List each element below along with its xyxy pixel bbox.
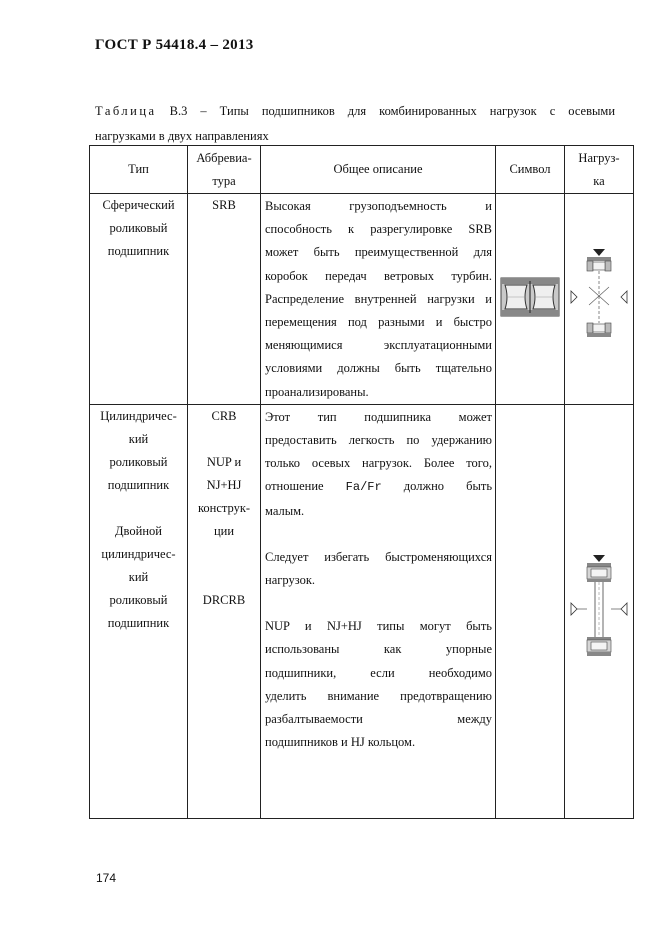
row2-abbr-drcrb: DRCRB [202,592,246,607]
table-caption [95,99,615,149]
desc-line: проанализированы. [265,384,369,399]
row2-description [261,404,496,818]
row1-type-line: подшипник [107,244,170,258]
row1-type [90,194,188,405]
header-abbr-line1: Аббревиа- [196,150,252,165]
row2-type-line: Двойной [115,523,162,538]
standard-designation: ГОСТ Р 54418.4 – 2013 [95,37,254,53]
row2-load-diagram [565,404,634,818]
bearings-table [89,145,634,819]
row1-load-diagram [565,194,634,405]
desc-line: предоставить легкость по удержанию [265,433,492,448]
desc-line: условиями должны быть тщательно [265,361,492,376]
table-row [90,404,634,818]
row2-type-line: кий [128,569,149,584]
desc-line: Распределение внутренней нагрузки и [265,291,492,306]
header-abbreviation [188,146,261,194]
desc-line: только осевых нагрузок. Более того, [265,456,492,471]
desc-line: разбалтываемости между [265,712,492,727]
desc-line: меняющимися эксплуатационными [265,338,492,353]
row1-type-line: Сферический [102,198,175,212]
row2-type-line: подшипник [107,615,170,630]
row2-type-line: кий [128,431,149,446]
ratio-post: должно быть [403,479,493,494]
row2-abbr-line: NJ+HJ [206,477,242,492]
row2-type-line: роликовый [109,592,168,607]
row1-type-line: роликовый [109,221,168,235]
row1-description [261,194,496,405]
row2-abbr-line: конструк- [197,500,251,515]
row2-type-line: цилиндричес- [101,546,176,561]
row1-abbreviation: SRB [188,194,261,405]
header-abbr-line2: тура [212,173,236,188]
row2-abbr-crb: CRB [211,408,237,423]
row2-symbol [496,404,565,818]
desc-line: способность к разрегулировке SRB [265,222,492,237]
axial-load-diagram-icon [567,553,631,665]
desc-line: перемещения под разными и быстро [265,315,492,330]
desc-line: малым. [265,503,305,518]
row2-abbr-line: ции [213,523,235,538]
table-row [90,194,634,405]
spherical-roller-bearing-icon [499,275,561,319]
desc-line: подшипники, если необходимо [265,665,492,680]
desc-line-ratio [265,475,492,499]
desc-line: уделить внимание предотвращению [265,688,492,703]
row2-type-line: роликовый [109,454,168,469]
caption-line2: нагрузками в двух направлениях [95,129,269,143]
header-load [565,146,634,194]
desc-line: Следует избегать быстроменяющихся [265,549,492,564]
desc-line: Высокая грузоподъемность и [265,199,492,213]
row2-type [90,404,188,818]
header-symbol: Символ [496,146,565,194]
desc-line: NUP и NJ+HJ типы могут быть [265,619,492,634]
header-description: Общее описание [261,146,496,194]
desc-line: нагрузок. [265,573,316,588]
header-load-line1: Нагруз- [578,150,620,165]
row2-abbr-line: NUP и [206,454,242,469]
page-number: 174 [96,871,117,885]
desc-line: может быть преимущественной для [265,245,492,260]
table-header-row [90,146,634,194]
header-load-line2: ка [593,173,605,188]
desc-line: коробок передач ветровых турбин. [265,268,492,283]
header-type: Тип [90,146,188,194]
desc-line: Этот тип подшипника может [265,409,492,424]
load-ratio: Fa/Fr [345,480,382,495]
row2-type-line: подшипник [107,477,170,492]
row2-abbreviation [188,404,261,818]
caption-lead: Таблица [95,104,157,118]
combined-load-diagram-icon [567,247,631,347]
caption-line1: В.3 – Типы подшипников для комбинированных нагрузок с осевыми [169,104,616,118]
desc-line: использованы как упорные [265,642,492,657]
desc-line: подшипников и HJ кольцом. [265,735,416,750]
row2-type-line: Цилиндричес- [100,408,177,423]
ratio-pre: отношение [265,479,324,494]
row1-symbol [496,194,565,405]
